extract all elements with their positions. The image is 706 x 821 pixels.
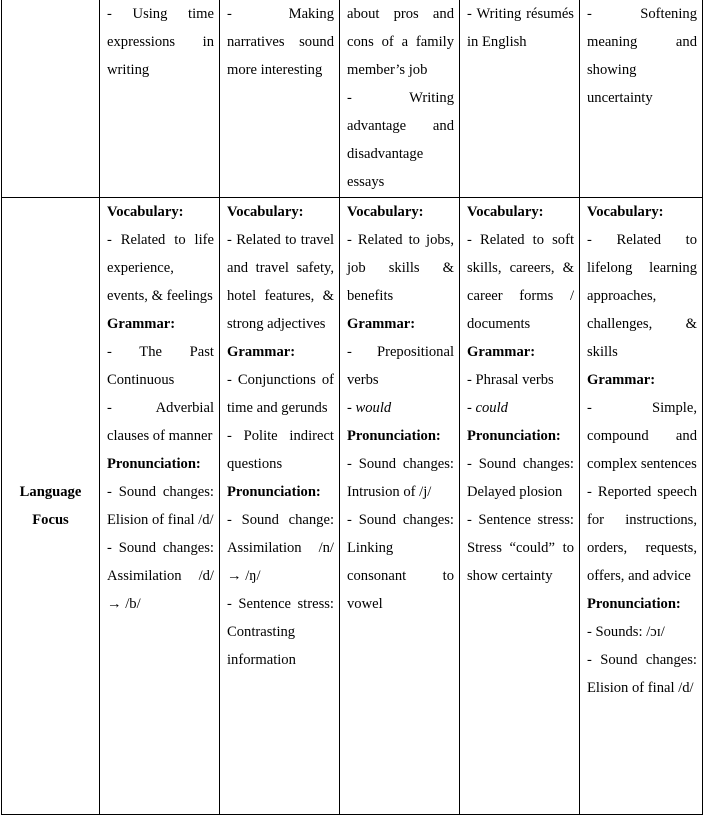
focus-item: - Sound changes: Assimilation /d/ → /b/	[107, 540, 214, 612]
focus-cell-unit-4	[460, 198, 580, 815]
focus-item: - could	[467, 400, 508, 416]
focus-item: - Sound changes: Linking consonant to vowel	[347, 512, 454, 612]
top-cell-unit-4	[460, 0, 580, 198]
focus-item: - Sound change: Assimilation /n/ → /ŋ/	[227, 512, 334, 584]
focus-item: - Sounds: /ɔɪ/	[587, 624, 665, 640]
focus-cell-unit-3	[340, 198, 460, 815]
section-heading: Vocabulary:	[107, 204, 184, 220]
focus-item: - would	[347, 400, 392, 416]
cell-line: - Softening meaning and showing uncertainty	[587, 6, 697, 106]
section-heading: Grammar:	[227, 344, 296, 360]
focus-item: - Reported speech for instructions, orders, requests, offers, and advice	[587, 484, 697, 584]
section-heading: Grammar:	[467, 344, 536, 360]
focus-cell-unit-1	[100, 198, 220, 815]
focus-item: - Sentence stress: Contrasting information	[227, 596, 334, 668]
focus-item: - The Past Continuous	[107, 344, 214, 388]
top-cell-unit-3	[340, 0, 460, 198]
focus-item: - Sound changes: Intrusion of /j/	[347, 456, 454, 500]
section-heading: Pronunciation:	[227, 484, 321, 500]
focus-item: - Related to lifelong learning approaches, challenges, & skills	[587, 232, 697, 360]
cell-line: - Writing résumés in English	[467, 6, 574, 50]
focus-item: - Sound changes: Delayed plosion	[467, 456, 574, 500]
cell-line: - Making narratives sound more interesting	[227, 6, 334, 78]
focus-item: - Simple, compound and complex sentences	[587, 400, 697, 472]
row-header-cell-empty	[2, 0, 100, 198]
table-row-language-focus	[2, 198, 703, 815]
section-heading: Grammar:	[107, 316, 176, 332]
focus-cell-unit-2	[220, 198, 340, 815]
section-heading: Vocabulary:	[587, 204, 664, 220]
focus-item: - Conjunctions of time and gerunds	[227, 372, 334, 416]
top-cell-unit-2	[220, 0, 340, 198]
cell-line: - Writing advantage and disadvantage essays	[347, 90, 454, 190]
syllabus-table	[1, 0, 703, 815]
focus-item: - Related to jobs, job skills & benefits	[347, 232, 454, 304]
section-heading: Vocabulary:	[347, 204, 424, 220]
focus-item: - Prepositional verbs	[347, 344, 454, 388]
top-cell-unit-5	[580, 0, 703, 198]
focus-item: - Adverbial clauses of manner	[107, 400, 214, 444]
row-header-language-focus: Language Focus	[2, 198, 100, 815]
focus-item: - Polite indirect questions	[227, 428, 334, 472]
section-heading: Pronunciation:	[347, 428, 441, 444]
focus-item: - Related to life experience, events, & feelings	[107, 232, 214, 304]
focus-item: - Sentence stress: Stress “could” to show certainty	[467, 512, 574, 584]
section-heading: Vocabulary:	[227, 204, 304, 220]
focus-item: - Related to travel and travel safety, hotel features, & strong adjectives	[227, 232, 334, 332]
section-heading: Vocabulary:	[467, 204, 544, 220]
focus-item: - Related to soft skills, careers, & career forms / documents	[467, 232, 574, 332]
section-heading: Pronunciation:	[107, 456, 201, 472]
table-row-writing-skills	[2, 0, 703, 198]
section-heading: Pronunciation:	[587, 596, 681, 612]
focus-cell-unit-5	[580, 198, 703, 815]
cell-line: about pros and cons of a family member’s job	[347, 6, 454, 78]
top-cell-unit-1	[100, 0, 220, 198]
section-heading: Grammar:	[347, 316, 416, 332]
cell-line: - Using time expressions in writing	[107, 6, 214, 78]
section-heading: Grammar:	[587, 372, 656, 388]
focus-item: - Sound changes: Elision of final /d/	[107, 484, 214, 528]
focus-item: - Sound changes: Elision of final /d/	[587, 652, 697, 696]
focus-item: - Phrasal verbs	[467, 372, 554, 388]
section-heading: Pronunciation:	[467, 428, 561, 444]
